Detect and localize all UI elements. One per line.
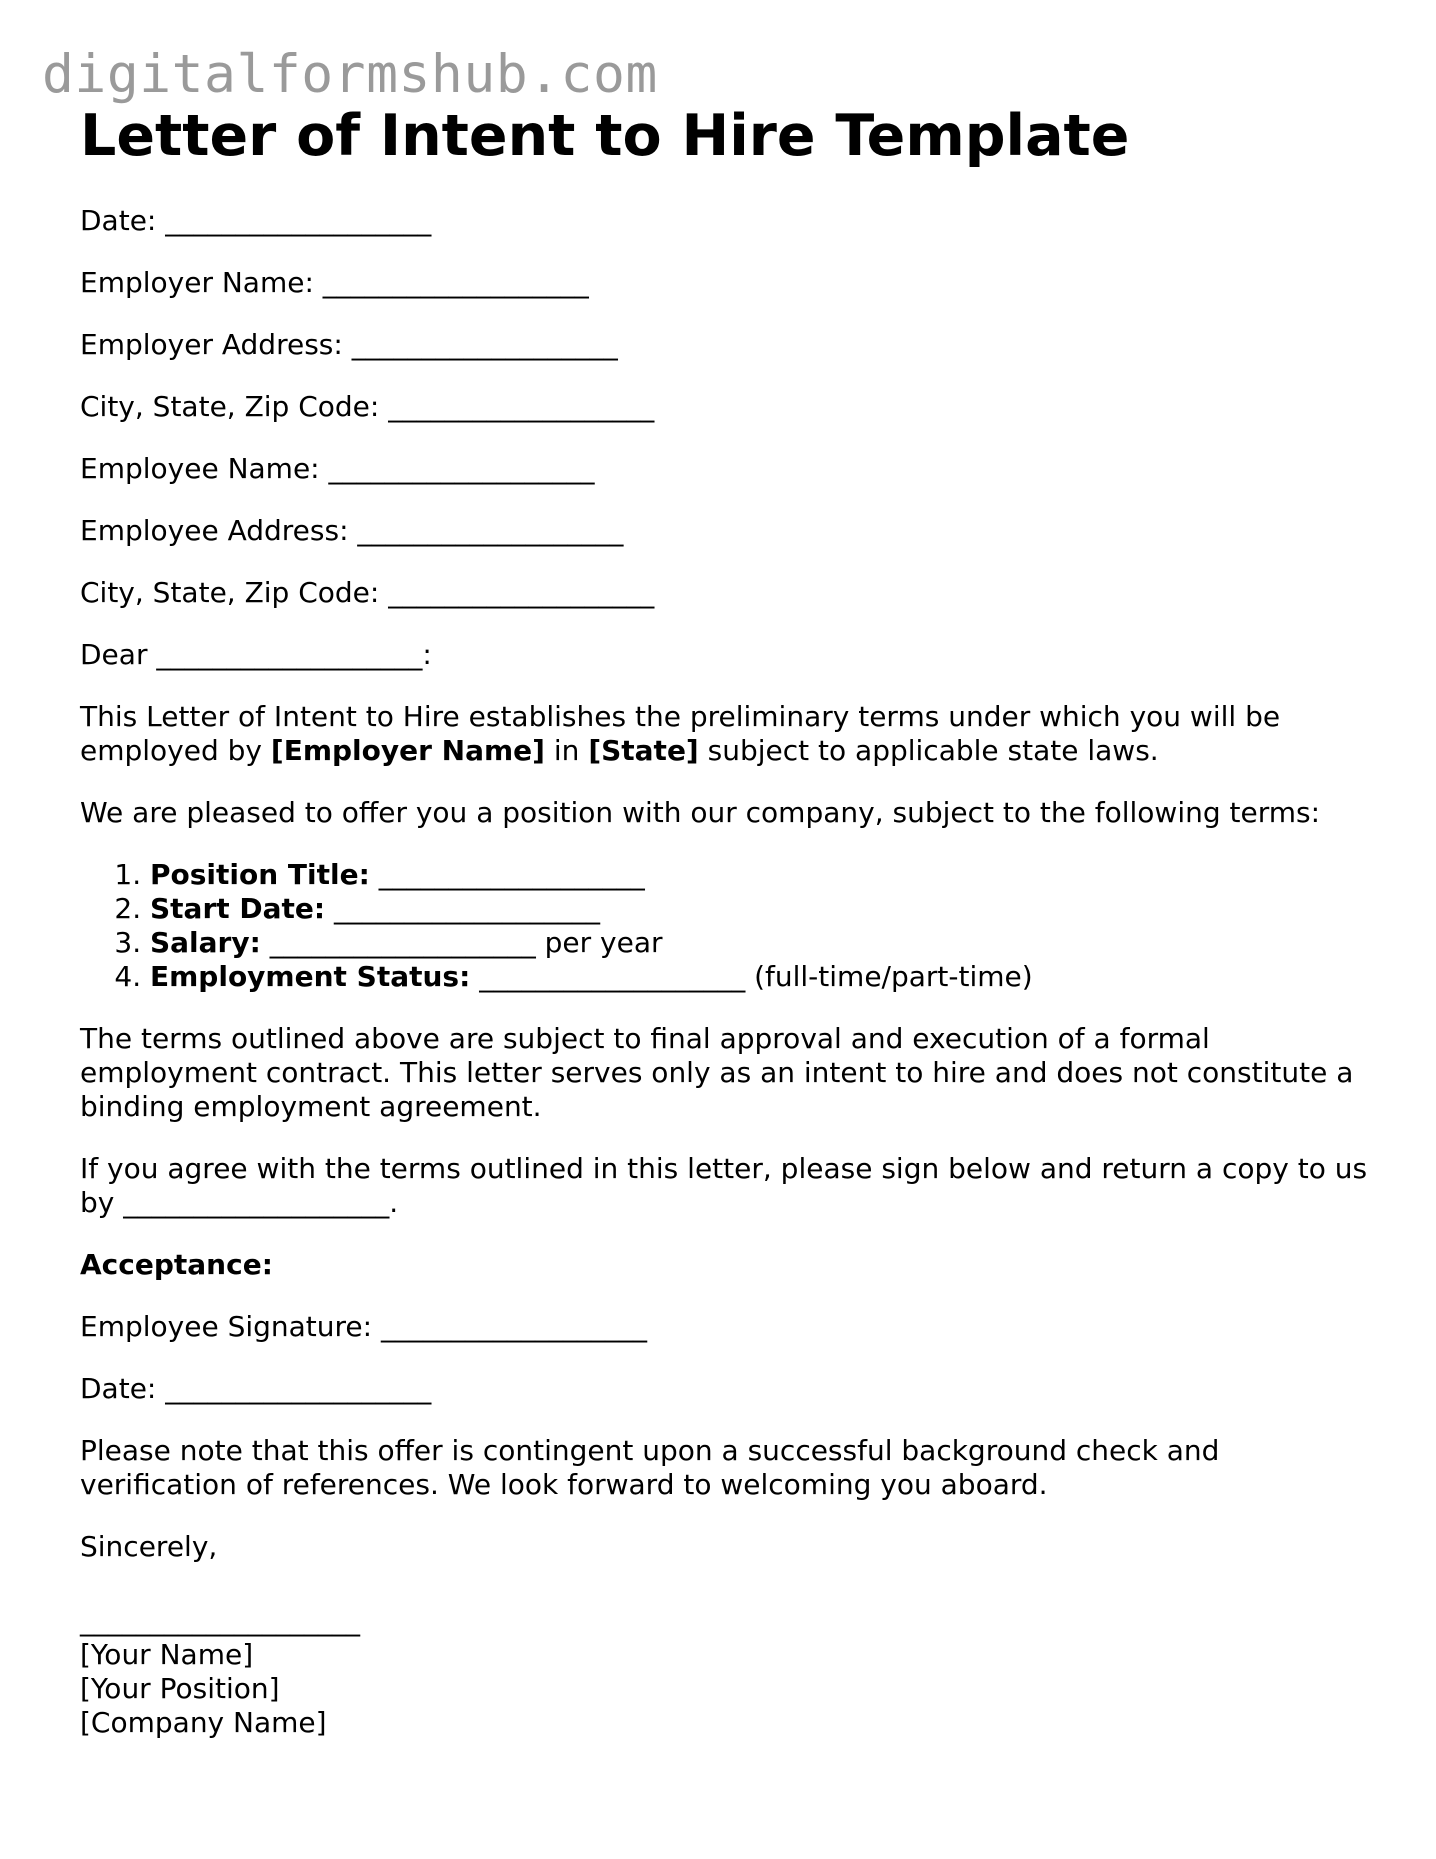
signature-line: ____________________ (80, 1604, 360, 1637)
sincerely-text: Sincerely, (80, 1530, 218, 1563)
list-item (150, 926, 1370, 960)
state-placeholder: [State] (588, 734, 699, 767)
contingency-paragraph: Please note that this offer is contingent upon a successful background check and verification of references. We look forward to welcoming you aboard. (80, 1434, 1220, 1501)
return-instruction-paragraph: If you agree with the terms outlined in this letter, please sign below and return a copy to us by ___________________. (80, 1152, 1368, 1219)
intro-text-1: This Letter of Intent to Hire establishes the preliminary terms under which you will be employed by (80, 700, 1281, 767)
company-name-placeholder: [Company Name] (80, 1706, 327, 1739)
page-title: Letter of Intent to Hire Template (80, 103, 1130, 169)
term-label: Salary: (150, 926, 261, 959)
terms-list (80, 858, 1370, 994)
intro-text-3: subject to applicable state laws. (698, 734, 1159, 767)
employer-name-field: Employer Name: ___________________ (80, 266, 589, 299)
acceptance-heading: Acceptance: (80, 1248, 273, 1281)
watermark-text: digitalformshub.com (42, 44, 658, 105)
term-label: Employment Status: (150, 960, 471, 993)
list-item (150, 892, 1370, 926)
employee-name-field: Employee Name: ___________________ (80, 452, 595, 485)
intro-text-2: in (544, 734, 589, 767)
date-field: Date: ___________________ (80, 204, 432, 237)
your-position-placeholder: [Your Position] (80, 1672, 280, 1705)
acceptance-date-field: Date: ___________________ (80, 1372, 432, 1405)
employer-name-placeholder: [Employer Name] (270, 734, 545, 767)
signature-block (80, 1604, 1370, 1740)
term-value: ___________________ per year (260, 926, 663, 959)
offer-sentence: We are pleased to offer you a position with our company, subject to the following terms: (80, 796, 1321, 829)
list-item (150, 960, 1370, 994)
employee-address-field: Employee Address: ___________________ (80, 514, 624, 547)
disclaimer-paragraph: The terms outlined above are subject to final approval and execution of a formal employment contract. This letter serves only as an intent to hire and does not constitute a binding employment agreement. (80, 1022, 1354, 1123)
salutation: Dear ___________________: (80, 638, 432, 671)
employer-city-state-zip-field: City, State, Zip Code: ___________________ (80, 390, 655, 423)
term-label: Start Date: (150, 892, 326, 925)
employer-address-field: Employer Address: ___________________ (80, 328, 618, 361)
list-item (150, 858, 1370, 892)
term-value: ___________________ (325, 892, 601, 925)
term-value: ___________________ (369, 858, 645, 891)
letter-body (80, 204, 1370, 1740)
intro-paragraph (80, 700, 1370, 768)
term-value: ___________________ (full-time/part-time) (470, 960, 1033, 993)
your-name-placeholder: [Your Name] (80, 1638, 254, 1671)
employee-city-state-zip-field: City, State, Zip Code: ___________________ (80, 576, 655, 609)
employee-signature-field: Employee Signature: ___________________ (80, 1310, 647, 1343)
term-label: Position Title: (150, 858, 370, 891)
